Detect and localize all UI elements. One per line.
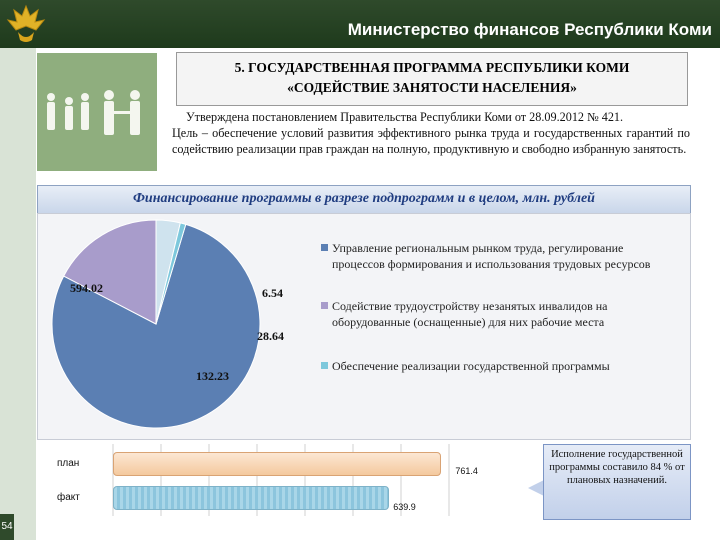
employment-illustration: [37, 53, 157, 171]
program-heading: [176, 52, 688, 106]
legend-swatch-3: [321, 362, 328, 369]
heading-line-2: «СОДЕЙСТВИЕ ЗАНЯТОСТИ НАСЕЛЕНИЯ»: [287, 80, 577, 95]
pie-chart: [38, 214, 298, 439]
legend-swatch-2: [321, 302, 328, 309]
pie-label-594: 594.02: [70, 281, 103, 295]
heading-line-1: 5. ГОСУДАРСТВЕННАЯ ПРОГРАММА РЕСПУБЛИКИ КОМИ: [234, 60, 630, 75]
legend-swatch-1: [321, 244, 328, 251]
legend-item-2: [332, 298, 672, 330]
financing-title: Финансирование программы в разрезе подпрограмм и в целом, млн. рублей: [133, 191, 595, 206]
people-handshake-icon: [37, 53, 157, 171]
bar-label-fact: факт: [57, 492, 80, 503]
side-strip: [0, 48, 36, 540]
komi-emblem-icon: [4, 2, 48, 46]
bar-plan: [113, 452, 441, 476]
legend-item-1: [332, 240, 672, 272]
legend-label-2: Содействие трудоустройству незанятых инвалидов на оборудованные (оснащенные) для них рабочие места: [332, 299, 608, 329]
pie-label-6: 6.54: [262, 286, 283, 300]
bar-chart: [37, 440, 537, 524]
execution-note-text: Исполнение государственной программы составило 84 % от плановых назначений.: [549, 449, 685, 486]
note-callout-pointer: [528, 480, 544, 496]
pie-chart-area: [37, 213, 691, 440]
header-bar: [0, 0, 720, 48]
financing-title-bar: [37, 185, 691, 214]
bar-value-fact: 639.9: [393, 502, 416, 512]
ministry-title: Министерство финансов Республики Коми: [347, 20, 712, 39]
bar-value-plan: 761.4: [455, 466, 478, 476]
bar-label-plan: план: [57, 458, 80, 469]
legend-label-3: Обеспечение реализации государственной программы: [332, 359, 610, 373]
execution-note: [543, 444, 691, 520]
program-intro: [172, 109, 690, 157]
legend-item-3: [332, 358, 672, 374]
bar-fact: [113, 486, 389, 510]
pie-label-28: 28.64: [257, 329, 284, 343]
page-number: 54: [0, 514, 14, 540]
pie-label-132: 132.23: [196, 369, 229, 383]
goal-text: Цель – обеспечение условий развития эффективного рынка труда и государственных гарантий по содействию реализации прав граждан на полную, продуктивную и свободно избранную занятость.: [172, 126, 690, 156]
legend-label-1: Управление региональным рынком труда, регулирование процессов формирования и использования трудовых ресурсов: [332, 241, 651, 271]
approval-text: Утверждена постановлением Правительства Республики Коми от 28.09.2012 № 421.: [186, 110, 624, 124]
